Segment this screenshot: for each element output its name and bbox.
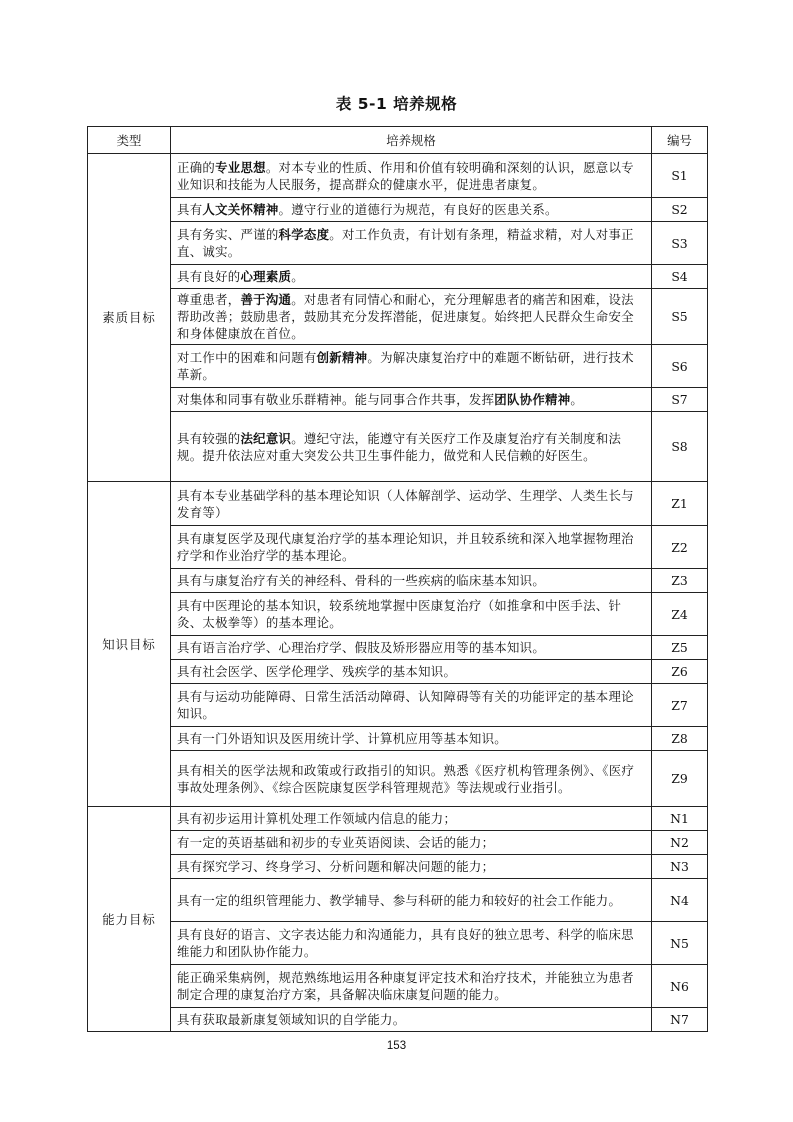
table-row <box>88 593 708 636</box>
table-row <box>88 965 708 1008</box>
spec-text: 具有务实、严谨的 <box>177 227 279 242</box>
spec-code: Z1 <box>652 482 708 526</box>
spec-text: 具有语言治疗学、心理治疗学、假肢及矫形器应用等的基本知识。 <box>177 640 546 655</box>
spec-description <box>171 412 652 482</box>
spec-description <box>171 684 652 727</box>
spec-keyword: 法纪意识 <box>240 430 292 446</box>
spec-text: 。遵守行业的道德行为规范，有良好的医患关系。 <box>278 202 558 217</box>
spec-text: 具有与康复治疗有关的神经科、骨科的一些疾病的临床基本知识。 <box>177 573 546 588</box>
spec-text: 。为解决康复治疗中的难题不断钻研，进行技术革新。 <box>177 350 634 382</box>
spec-text: 具有 <box>177 202 203 217</box>
spec-text: 。 <box>291 269 304 284</box>
spec-description <box>171 1008 652 1032</box>
spec-code: N7 <box>652 1008 708 1032</box>
spec-code: S7 <box>652 388 708 412</box>
spec-keyword: 专业思想 <box>215 159 266 175</box>
table-row <box>88 727 708 751</box>
table-row <box>88 222 708 265</box>
spec-code: S2 <box>652 198 708 222</box>
spec-code: S5 <box>652 289 708 345</box>
spec-description <box>171 879 652 922</box>
spec-code: S8 <box>652 412 708 482</box>
spec-description <box>171 198 652 222</box>
spec-text: 具有初步运用计算机处理工作领域内信息的能力； <box>177 811 457 826</box>
spec-keyword: 科学态度 <box>278 227 330 242</box>
category-cell: 知识目标 <box>88 482 171 807</box>
spec-text: 。对工作负责，有计划有条理，精益求精，对人对事正直、诚实。 <box>177 227 634 259</box>
training-spec-table <box>87 126 708 1032</box>
table-row <box>88 289 708 345</box>
header-type: 类型 <box>88 127 171 154</box>
spec-description <box>171 345 652 388</box>
spec-description <box>171 388 652 412</box>
table-row <box>88 345 708 388</box>
spec-description <box>171 965 652 1008</box>
spec-description <box>171 526 652 569</box>
table-row <box>88 831 708 855</box>
table-title: 表 5-1 培养规格 <box>335 95 458 113</box>
table-row <box>88 922 708 965</box>
table-row <box>88 412 708 482</box>
spec-text: 具有社会医学、医学伦理学、残疾学的基本知识。 <box>177 664 457 679</box>
spec-code: Z6 <box>652 660 708 684</box>
spec-description <box>171 154 652 198</box>
spec-text: 正确的 <box>177 159 216 175</box>
table-row <box>88 751 708 807</box>
table-row <box>88 265 708 289</box>
spec-text: 尊重患者， <box>177 292 241 307</box>
spec-description <box>171 807 652 831</box>
spec-text: 具有与运动功能障碍、日常生活活动障碍、认知障碍等有关的功能评定的基本理论知识。 <box>177 689 634 721</box>
table-row <box>88 526 708 569</box>
spec-text: 具有较强的 <box>177 430 241 446</box>
spec-description <box>171 222 652 265</box>
table-row <box>88 660 708 684</box>
spec-text: 。对本专业的性质、作用和价值有较明确和深刻的认识，愿意以专业知识和技能为人民服务，提高群众的健康水平，促进患者康复。 <box>177 159 634 192</box>
spec-text: 具有相关的医学法规和政策或行政指引的知识。熟悉《医疗机构管理条例》、《医疗事故处理条例》、《综合医院康复医学科管理规范》等法规或行业指引。 <box>177 762 635 795</box>
spec-text: 具有一门外语知识及医用统计学、计算机应用等基本知识。 <box>177 731 507 746</box>
spec-text: 具有康复医学及现代康复治疗学的基本理论知识，并且较系统和深入地掌握物理治疗学和作业治疗学的基本理论。 <box>177 531 634 563</box>
spec-text: 。遵纪守法，能遵守有关医疗工作及康复治疗有关制度和法规。提升依法应对重大突发公共卫生事件能力，做党和人民信赖的好医生。 <box>177 430 622 463</box>
table-row <box>88 855 708 879</box>
spec-code: Z4 <box>652 593 708 636</box>
spec-text: 具有本专业基础学科的基本理论知识（人体解剖学、运动学、生理学、人类生长与发育等） <box>177 487 634 520</box>
table-row <box>88 482 708 526</box>
spec-description <box>171 660 652 684</box>
spec-code: S4 <box>652 265 708 289</box>
spec-description <box>171 482 652 526</box>
spec-text: 对工作中的困难和问题有 <box>177 350 317 365</box>
spec-description <box>171 593 652 636</box>
spec-text: 。对患者有同情心和耐心，充分理解患者的痛苦和困难，设法帮助改善；鼓励患者，鼓励其充分发挥潜能，促进康复。始终把人民群众生命安全和身体健康放在首位。 <box>177 292 634 341</box>
spec-code: Z9 <box>652 751 708 807</box>
table-row <box>88 879 708 922</box>
spec-keyword: 心理素质 <box>240 269 292 284</box>
spec-text: 能正确采集病例，规范熟练地运用各种康复评定技术和治疗技术，并能独立为患者制定合理的康复治疗方案，具备解决临床康复问题的能力。 <box>177 970 634 1002</box>
spec-description <box>171 751 652 807</box>
page-number: 153 <box>386 1040 407 1052</box>
spec-description <box>171 855 652 879</box>
spec-description <box>171 922 652 965</box>
table-row <box>88 569 708 593</box>
table-row <box>88 636 708 660</box>
spec-description <box>171 569 652 593</box>
spec-text: 具有一定的组织管理能力、教学辅导、参与科研的能力和较好的社会工作能力。 <box>177 892 622 908</box>
spec-code: Z3 <box>652 569 708 593</box>
spec-text: 。 <box>570 392 584 407</box>
header-row <box>88 127 708 154</box>
spec-text: 具有获取最新康复领域知识的自学能力。 <box>177 1012 406 1027</box>
spec-code: N6 <box>652 965 708 1008</box>
table-body <box>88 154 708 1032</box>
spec-code: Z7 <box>652 684 708 727</box>
spec-description <box>171 831 652 855</box>
spec-code: Z8 <box>652 727 708 751</box>
spec-code: Z5 <box>652 636 708 660</box>
spec-keyword: 创新精神 <box>316 350 368 365</box>
spec-description <box>171 265 652 289</box>
header-spec: 培养规格 <box>171 127 652 154</box>
table-row <box>88 1008 708 1032</box>
spec-code: N1 <box>652 807 708 831</box>
spec-code: S1 <box>652 154 708 198</box>
spec-code: N4 <box>652 879 708 922</box>
spec-text: 有一定的英语基础和初步的专业英语阅读、会话的能力； <box>177 835 495 850</box>
spec-keyword: 善于沟通 <box>240 292 292 307</box>
spec-code: N5 <box>652 922 708 965</box>
spec-code: S6 <box>652 345 708 388</box>
table-row <box>88 154 708 198</box>
spec-keyword: 人文关怀精神 <box>202 202 279 217</box>
table-row <box>88 198 708 222</box>
spec-description <box>171 727 652 751</box>
spec-text: 具有良好的语言、文字表达能力和沟通能力，具有良好的独立思考、科学的临床思维能力和团队协作能力。 <box>177 927 634 959</box>
spec-code: N3 <box>652 855 708 879</box>
table-row <box>88 388 708 412</box>
spec-description <box>171 289 652 345</box>
spec-keyword: 团队协作精神 <box>494 392 571 407</box>
category-cell: 素质目标 <box>88 154 171 482</box>
spec-text: 具有中医理论的基本知识，较系统地掌握中医康复治疗（如推拿和中医手法、针灸、太极拳等）的基本理论。 <box>177 598 622 630</box>
header-code: 编号 <box>652 127 708 154</box>
spec-code: S3 <box>652 222 708 265</box>
spec-text: 对集体和同事有敬业乐群精神。能与同事合作共事，发挥 <box>177 392 495 407</box>
spec-code: Z2 <box>652 526 708 569</box>
spec-description <box>171 636 652 660</box>
spec-text: 具有探究学习、终身学习、分析问题和解决问题的能力； <box>177 859 495 874</box>
table-row <box>88 684 708 727</box>
spec-code: N2 <box>652 831 708 855</box>
spec-text: 具有良好的 <box>177 269 241 284</box>
table-row <box>88 807 708 831</box>
category-cell: 能力目标 <box>88 807 171 1032</box>
